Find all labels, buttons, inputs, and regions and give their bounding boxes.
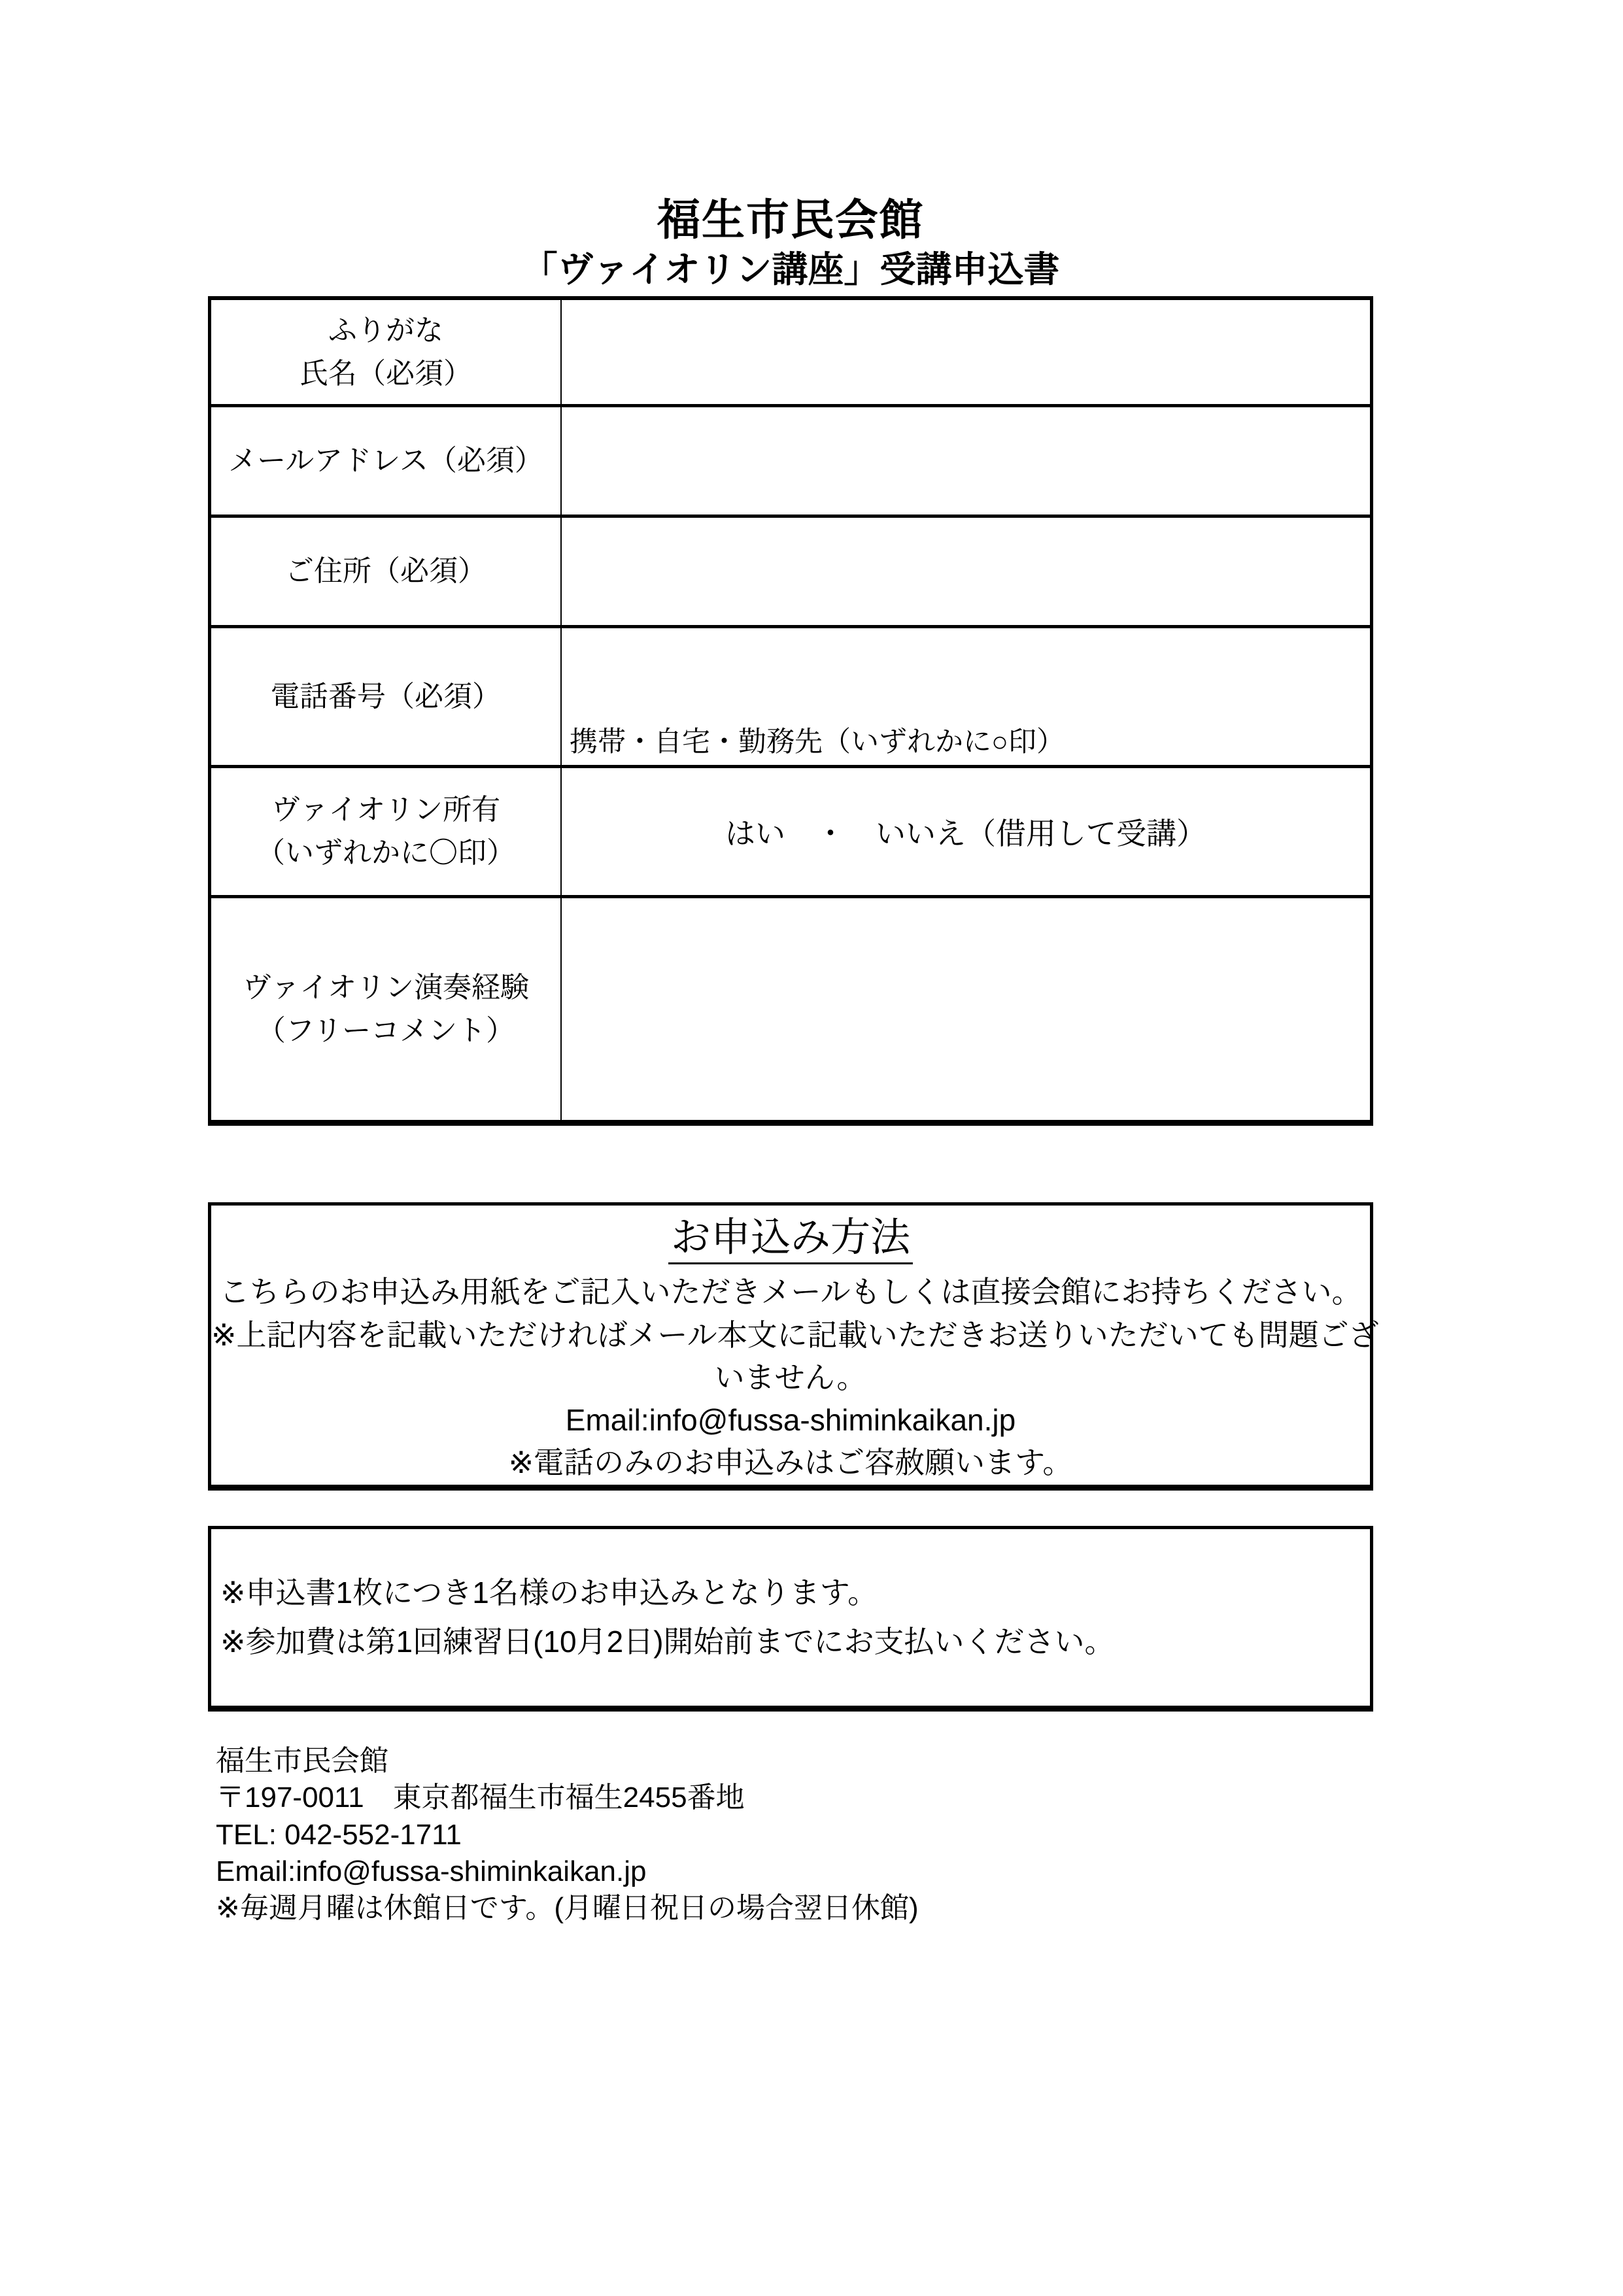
footer-hall-name: 福生市民会館 [216,1745,388,1777]
phone-label [211,628,562,765]
application-method-phone-note: ※電話のみのお申込みはご容赦願います。 [508,1445,1073,1480]
address-input-cell [562,518,1370,625]
address-label [211,518,562,625]
page-subtitle: 「ヴァイオリン講座」受講申込書 [521,249,1060,290]
violin-ownership-label [211,768,562,895]
violin-experience-label-line: ヴァイオリン演奏経験 [242,971,530,1004]
furigana-label-line: ふりがな [328,314,443,346]
application-method-line-3: いません。 [714,1360,867,1394]
violin-ownership-circle-note-line: （いずれかに〇印） [256,837,515,869]
violin-ownership-choice-cell [562,768,1370,895]
email-label [211,407,562,515]
email-label-line: メールアドレス（必須） [228,445,543,477]
violin-ownership-label-line: ヴァイオリン所有 [271,794,501,826]
notes-line-one-person: ※申込書1枚につき1名様のお申込みとなります。 [220,1576,878,1610]
phone-type-note: 携帯・自宅・勤務先（いずれかに○印） [570,726,1065,758]
name-required-label-line: 氏名（必須） [299,357,472,390]
application-method-heading: お申込み方法 [668,1213,913,1264]
notes-box [208,1526,1373,1712]
application-method-line-2: ※上記内容を記載いただければメール本文に記載いただきお送りいただいても問題ござ [211,1317,1379,1352]
footer-address: 〒197-0011 東京都福生市福生2455番地 [216,1781,745,1814]
furigana-name-label [211,300,562,404]
application-method-line-1: こちらのお申込み用紙をご記入いただきメールもしくは直接会館にお持ちください。 [219,1275,1362,1309]
table-row-violin-ownership [211,768,1370,898]
violin-experience-input-cell [562,898,1370,1120]
application-method-email: Email:info@fussa-shiminkaikan.jp [565,1403,1016,1438]
table-row-phone [211,628,1370,768]
violin-experience-label [211,898,562,1120]
notes-line-payment: ※参加費は第1回練習日(10月2日)開始前までにお支払いください。 [220,1625,1115,1659]
address-label-line: ご住所（必須） [285,555,487,587]
name-input-cell [562,300,1370,404]
table-row-address [211,518,1370,628]
footer-email: Email:info@fussa-shiminkaikan.jp [216,1855,647,1887]
email-input-cell [562,407,1370,515]
application-form-table [208,296,1373,1126]
page-title: 福生市民会館 [657,195,924,244]
footer-contact-block [216,1743,1327,1927]
table-row-violin-experience [211,898,1370,1120]
table-row-furigana-name [211,300,1370,407]
violin-ownership-options: はい ・ いいえ（借用して受講） [725,817,1206,851]
footer-tel: TEL: 042-552-1711 [216,1818,462,1851]
phone-input-cell [562,628,1370,765]
application-method-box [208,1202,1379,1491]
violin-experience-freecomment-line: （フリーコメント） [256,1014,515,1047]
table-row-email [211,407,1370,518]
phone-label-line: 電話番号（必須） [271,680,501,713]
application-method-heading-row [211,1213,1370,1264]
footer-closed-note: ※毎週月曜は休館日です。(月曜日祝日の場合翌日休館) [216,1892,919,1925]
